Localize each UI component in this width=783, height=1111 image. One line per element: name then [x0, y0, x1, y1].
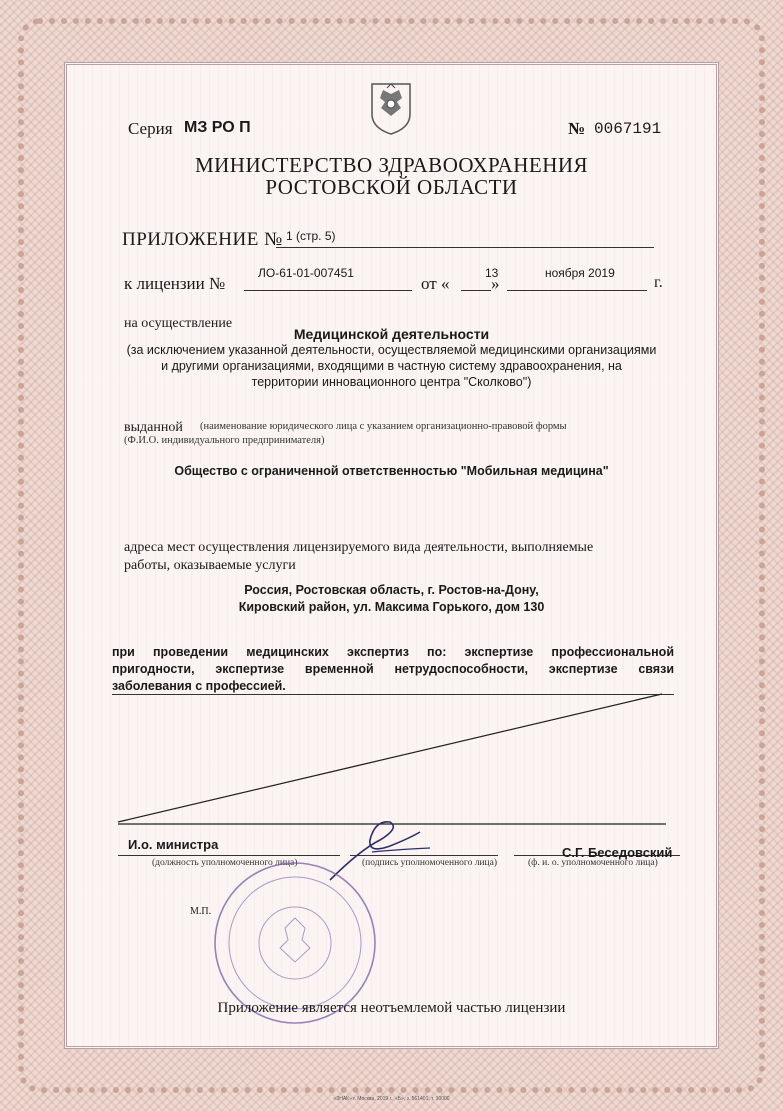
activity-note-line3: территории инновационного центра "Сколково") — [251, 375, 532, 389]
issued-label: выданной — [124, 420, 183, 435]
issued-hint-line2: (Ф.И.О. индивидуального предпринимателя) — [124, 435, 325, 446]
address-line2: Кировский район, ул. Максима Горького, дом 130 — [238, 600, 545, 614]
caption-position: (должность уполномоченного лица) — [152, 858, 298, 868]
services-line2: пригодности, экспертизе временной нетрудоспособности, экспертизе связи — [112, 662, 674, 676]
date-month-year: ноября 2019 — [545, 266, 615, 280]
date-from-label: от « — [421, 274, 450, 293]
activity-note-line1: (за исключением указанной деятельности, осуществляемой медицинскими организациями — [126, 343, 657, 357]
mp-label: М.П. — [190, 906, 212, 917]
services-line1: при проведении медицинских экспертиз по: экспертизе профессиональной — [112, 645, 674, 659]
caption-name: (ф. и. о. уполномоченного лица) — [528, 858, 658, 868]
date-close-quote: » — [491, 274, 500, 293]
caption-signature: (подпись уполномоченного лица) — [362, 858, 498, 868]
appendix-label: ПРИЛОЖЕНИЕ № — [122, 229, 283, 250]
signer-name: С.Г. Беседовский — [562, 845, 673, 860]
license-value: ЛО-61-01-007451 — [258, 266, 354, 280]
series-label: Серия — [128, 119, 173, 138]
signer-position: И.о. министра — [128, 837, 219, 852]
number-value: 0067191 — [594, 120, 662, 138]
date-month-underline — [507, 290, 647, 291]
coat-of-arms-icon — [368, 80, 414, 136]
services-line3: заболевания с профессией. — [112, 679, 286, 693]
appendix-underline — [276, 247, 654, 248]
date-day: 13 — [485, 266, 499, 280]
year-suffix: г. — [654, 274, 663, 291]
organization-name: Общество с ограниченной ответственностью "Мобильная медицина" — [174, 464, 609, 478]
addresses-label-line2: работы, оказываемые услуги — [124, 558, 296, 573]
series-value: МЗ РО П — [184, 119, 251, 136]
print-note: «ЗНАК» г. Москва, 2019 г., «Б», з. 561401, т. 10000 — [333, 1096, 450, 1102]
address-line1: Россия, Ростовская область, г. Ростов-на-Дону, — [244, 583, 539, 597]
blank-area-z-line — [110, 690, 676, 830]
ministry-title-line2: РОСТОВСКОЙ ОБЛАСТИ — [265, 175, 518, 199]
issued-hint-line1: (наименование юридического лица с указанием организационно-правовой формы — [200, 421, 567, 432]
activity-title: Медицинской деятельности — [293, 326, 490, 342]
footer-note: Приложение является неотъемлемой частью лицензии — [217, 1000, 566, 1016]
license-underline — [244, 290, 412, 291]
appendix-value: 1 (стр. 5) — [286, 229, 336, 243]
position-underline — [118, 855, 340, 856]
activity-label: на осуществление — [124, 316, 233, 331]
activity-note-line2: и другими организациями, входящими в частную систему здравоохранения, на — [161, 359, 622, 373]
addresses-label-line1: адреса мест осуществления лицензируемого вида деятельности, выполняемые — [124, 540, 594, 555]
license-label: к лицензии № — [124, 274, 226, 293]
ministry-title-line1: МИНИСТЕРСТВО ЗДРАВООХРАНЕНИЯ — [194, 153, 589, 177]
number-label: № — [568, 119, 586, 138]
date-day-underline — [461, 290, 491, 291]
